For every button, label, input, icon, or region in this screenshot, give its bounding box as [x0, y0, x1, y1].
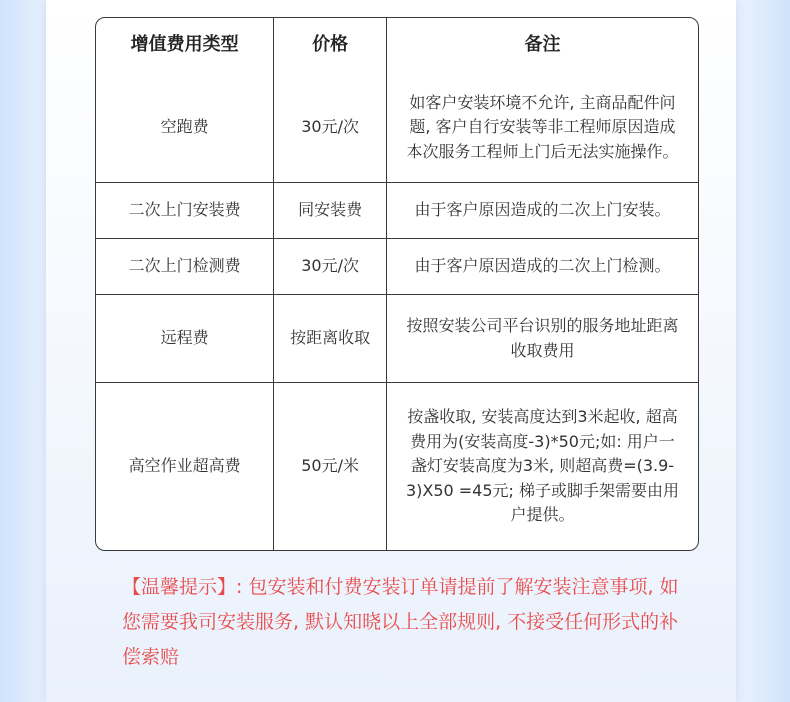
cell-note: 如客户安装环境不允许, 主商品配件问题, 客户自行安装等非工程师原因造成本次服务工程师上门后无法实施操作。 [387, 73, 698, 183]
table-row [96, 383, 698, 550]
cell-price: 30元/次 [274, 73, 387, 183]
table-row [96, 73, 698, 183]
cell-price: 50元/米 [274, 383, 387, 550]
cell-note: 由于客户原因造成的二次上门检测。 [387, 239, 698, 295]
warm-tip: 【温馨提示】: 包安装和付费安装订单请提前了解安装注意事项, 如您需要我司安装服务, 默认知晓以上全部规则, 不接受任何形式的补偿索赔 [122, 576, 679, 668]
cell-type: 空跑费 [96, 73, 274, 183]
table-row [96, 183, 698, 239]
cell-price: 30元/次 [274, 239, 387, 295]
cell-note: 按盏收取, 安装高度达到3米起收, 超高费用为(安装高度-3)*50元;如: 用户一盏灯安装高度为3米, 则超高费=(3.9-3)X50 =45元; 梯子或脚手架需要由用户提供。 [405, 407, 680, 525]
cell-price: 按距离收取 [274, 295, 387, 383]
cell-type: 高空作业超高费 [96, 383, 274, 550]
cell-type: 二次上门检测费 [96, 239, 274, 295]
table-row [96, 239, 698, 295]
cell-price: 同安装费 [274, 183, 387, 239]
fee-table [95, 17, 699, 551]
header-price: 价格 [274, 18, 387, 73]
cell-note: 由于客户原因造成的二次上门安装。 [387, 183, 698, 239]
table-row [96, 295, 698, 383]
table-header-row [96, 18, 698, 73]
cell-note: 按照安装公司平台识别的服务地址距离收取费用 [387, 295, 698, 383]
header-note: 备注 [524, 34, 561, 56]
cell-type: 远程费 [96, 295, 274, 383]
cell-type: 二次上门安装费 [96, 183, 274, 239]
header-type: 增值费用类型 [96, 18, 274, 73]
